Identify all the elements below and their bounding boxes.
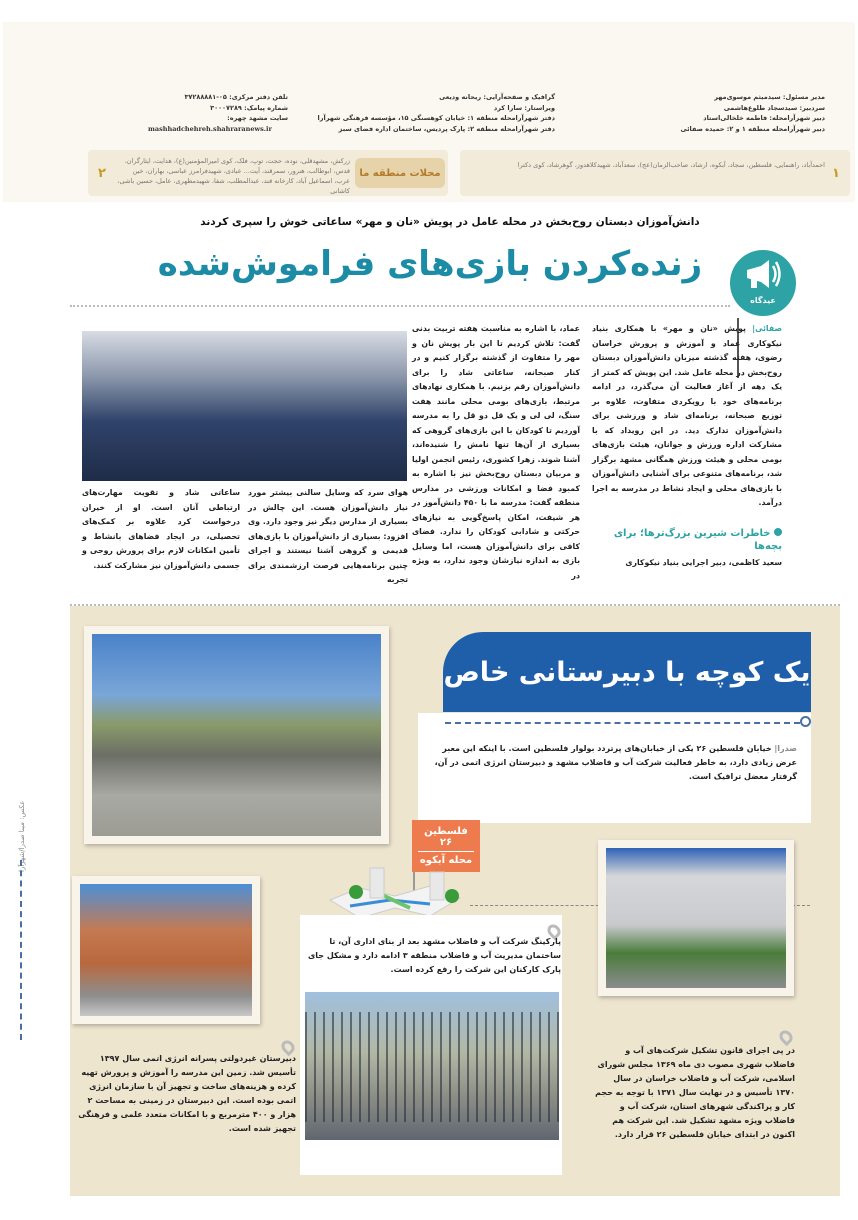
byline: صدرا (777, 744, 797, 753)
phone-line: تلفن دفتر مرکزی: ۰۵-۳۷۲۸۸۸۸۱ (184, 93, 288, 101)
article1-kicker: دانش‌آموزان دبستان روح‌بخش در محله عامل در پویش «نان و مهر» ساعاتی خوش را سپری کردند (200, 216, 700, 228)
masthead-staff (585, 92, 825, 134)
school-photo-frame (72, 876, 260, 1024)
article2-title: یک کوچه با دبیرستانی خاص (443, 632, 811, 712)
badge-label: عیدگاه (750, 296, 776, 305)
company-building-photo (606, 848, 786, 988)
parking-photo (305, 992, 559, 1140)
fence (305, 1012, 559, 1122)
staff-line: سردبیر: سیدسجاد طلوع‌هاشمی (723, 103, 825, 112)
students-photo (82, 331, 407, 481)
article1-column-4: ساعاتی شاد و تقویت مهارت‌های ارتباطی آنان است. او از خیران درخواست کرد علاوه بر کمک‌های تحصیلی، در ایجاد فضاهای بانشاط و تأمین امکانات لازم برای پرورش روحی و جسمی دانش‌آموزان نیز مشارکت کنند. (82, 488, 240, 570)
neighborhoods-ribbon: محلات منطقه ما (355, 158, 445, 188)
line-node-icon (800, 716, 811, 727)
divider (70, 305, 730, 307)
district1-band (460, 150, 850, 196)
site-label: سایت مشهد چهره: (227, 114, 288, 122)
megaphone-icon (743, 258, 783, 292)
masthead-contact (148, 92, 288, 134)
office-line: دفتر شهرآرامحله منطقه ۱: خیابان کوهسنگی ۱۵، مؤسسه فرهنگی شهرآرا (317, 114, 555, 122)
staff-line: دبیر شهرآرامحله منطقه ۱ و ۲: حمیده صفائی (680, 124, 825, 133)
company-photo-frame (598, 840, 794, 996)
dashed-line (20, 860, 22, 1040)
street-photo-frame (84, 626, 389, 844)
article1-column-3: هوای سرد که وسایل سالنی بیشتر مورد نیاز دانش‌آموزان هست. این چالش در بسیاری از مدارس دیگر نیز وجود دارد. وی افزود: بسیاری از دانش‌آموزان با بازی‌های قدیمی و گروهی آشنا نیستند و اجرای چنین برنامه‌هایی فرصت ارزشمندی برای تجربه (248, 488, 408, 584)
subhead-text: خاطرات شیرین بزرگ‌ترها؛ برای بچه‌ها (613, 528, 782, 552)
office-line: دفتر شهرآرامحله منطقه ۲: پارک پردیس، ساختمان اداره فضای سبز (338, 124, 555, 133)
school-photo (80, 884, 252, 1016)
map-icon (320, 860, 470, 920)
intro-text: خیابان فلسطین ۲۶ یکی از خیابان‌های پرتردد بولوار فلسطین است. با اینکه این معبر عرض زیادی دارد، به خاطر فعالیت شرکت آب و فاضلاب مشهد و دبیرستان انرژی اتمی در آن، گرفتار معضل ترافیک است. (434, 744, 797, 781)
street-photo (92, 634, 381, 836)
flag-street: فلسطین ۲۶ (418, 820, 474, 852)
photo-credit: عکس: مینا صدرا/شهرآرا (18, 800, 26, 872)
dashed-line (445, 722, 800, 724)
office-line: ویراستار: سارا کرد (493, 103, 555, 112)
company-caption: در پی اجرای قانون تشکیل شرکت‌های آب و فاضلاب شهری مصوب دی ماه ۱۳۶۹ مجلس شورای اسلامی، شرکت آب و فاضلاب خراسان در سال ۱۳۷۰ تأسیس و در نهایت سال ۱۳۷۱ با توجه به حجم کار و پراکندگی شهرهای استان، شرکت آب و فاضلاب ویژه مشهد تشکیل شد. این شرکت هم اکنون در ابتدای خیابان فلسطین ۲۶ قرار دارد. (595, 1046, 795, 1139)
sms-line: شماره پیامک: ۳۰۰۰۷۲۸۹ (210, 103, 288, 112)
office-line: گرافیک و صفحه‌آرایی: ریحانه ودیعی (439, 93, 555, 101)
article1-column-1-tail: سعید کاظمی، دبیر اجرایی بنیاد نیکوکاری (625, 558, 782, 567)
staff-line: مدیر مسئول: سیدمیثم موسوی‌مهر (714, 93, 825, 101)
staff-line: دبیر شهرآرامحله: فاطمه خلخالی‌استاد (703, 114, 825, 122)
section-badge (730, 250, 796, 316)
district2-list: زرکش، مشهدقلی، نوده، حجت، توپ، فلک، کوی امیرالمؤمنین(ع)، هدایت، ایثارگران، قدس، ابوطالب، هنرور، سمرقند، آیت... عبادی، شهیدفرامرز عباسی، بهاران، خین عرب، اسماعیل آباد، کارخانه قند، عبدالمطلب، شفا، شهیدمطهری، عامل، حسین باشی، کاشانی (117, 157, 350, 195)
school-caption: دبیرستان غیردولتی پسرانه انرژی اتمی سال ۱۳۹۷ تأسیس شد. زمین این مدرسه را آموزش و پرورش تهیه کرده و هزینه‌های ساخت و تجهیز آن با سازمان انرژی اتمی بوده است. این دبیرستان در زمینی به مساحت ۲ هزار و ۴۰۰ مترمربع و با امکانات متعدد علمی و فرهنگی تجهیز شده است. (78, 1054, 296, 1133)
article1-column-1: صفائی| پویش «نان و مهر» با همکاری بنیاد نیکوکاری عماد و آموزش و پرورش خراسان رضوی، هفته گذشته میزبان دانش‌آموزان دبستان روح‌بخش در محله عامل شد. این پویش که کمتر از یک دهه از آغاز فعالیت آن می‌گذرد، در ادامه برنامه‌های خود با رویکردی متفاوت، علاوه بر توزیع صبحانه، برنامه‌ای شاد و ورزشی برای دانش‌آموزان تدارک دید. در این رویداد که با مشارکت اداره ورزش و جوانان، هیئت بازی‌های بومی محلی و هیئت ورزش همگانی مشهد برگزار شد، برنامه‌های متنوعی برای آشنایی دانش‌آموزان با بازی‌های محلی و ایجاد نشاط در مدرسه به اجرا درآمد. (592, 324, 782, 507)
site-link[interactable]: mashhadchehreh.shahraranews.ir (148, 124, 272, 133)
parking-caption: پارکینگ شرکت آب و فاضلاب مشهد بعد از بنای اداری آن، تا ساختمان مدیریت آب و فاضلاب منطقه ۳ ادامه دارد و مشکل جای پارک کارکنان این شرکت را رفع کرده است. (307, 937, 561, 974)
article2-intro: صدرا| خیابان فلسطین ۲۶ یکی از خیابان‌های پرتردد بولوار فلسطین است. با اینکه این معبر عرض زیادی دارد، به خاطر فعالیت شرکت آب و فاضلاب مشهد و دبیرستان انرژی اتمی در آن، گرفتار معضل ترافیک است. (434, 744, 797, 781)
masthead-offices (300, 92, 555, 134)
byline: صفائی (755, 324, 782, 333)
district2-number: ۲ (98, 166, 106, 181)
article1-subhead (592, 527, 782, 553)
district1-list: احمدآباد، راهنمایی، فلسطین، سجاد، آبکوه، ارشاد، صاحب‌الزمان(عج)، سعدآباد، شهیدکلاهدوز، گوهرشاد، کوی دکترا (517, 161, 825, 169)
article1-title: زنده‌کردن بازی‌های فراموش‌شده (157, 244, 703, 284)
flag-neighborhood: محله آبکوه (419, 855, 473, 866)
district1-number: ۱ (832, 166, 840, 181)
column-text: پویش «نان و مهر» با همکاری بنیاد نیکوکاری عماد و آموزش و پرورش خراسان رضوی، هفته گذشته میزبان دانش‌آموزان دبستان روح‌بخش در محله عامل شد. این پویش که کمتر از یک دهه از آغاز فعالیت آن می‌گذرد، در ادامه برنامه‌های خود با رویکردی متفاوت، علاوه بر توزیع صبحانه، برنامه‌ای شاد و ورزشی برای دانش‌آموزان تدارک دید. در این رویداد که با مشارکت اداره ورزش و جوانان، هیئت بازی‌های بومی محلی و هیئت ورزش همگانی مشهد برگزار شد، برنامه‌های متنوعی برای آشنایی دانش‌آموزان با بازی‌های محلی و ایجاد نشاط در مدرسه به اجرا درآمد. (592, 324, 782, 507)
article1-column-2: عماد، با اشاره به مناسبت هفته تربیت بدنی گفت: تلاش کردیم تا این بار پویش نان و مهر را متفاوت از گذشته برگزار کنیم و در کنار صبحانه، ساعاتی شاد را برای دانش‌آموزان رقم بزنیم. با همکاری نهادهای مرتبط، بازی‌های بومی محلی مانند هفت سنگ، لی لی و یک قل دو قل را به مدرسه آوردیم تا کودکان با این بازی‌های گروهی که بسیاری از آن‌ها تنها نامش را شنیده‌اند، آشنا شوند. زهرا کشوری، رئیس انجمن اولیا و مربیان دبستان روح‌بخش نیز با اشاره به کمبود فضا و امکانات ورزشی در مدارس منطقه گفت: مدرسه ما با ۴۵۰ دانش‌آموز در هر شیفت، امکان پاسخ‌گویی به نیازهای حرکتی و شادابی کودکان را ندارد. فضای کافی برای دانش‌آموزان هست، اما وسایل بازی به اندازه نیازشان وجود ندارد، به ویژه در (412, 324, 580, 580)
bullet-icon (774, 528, 782, 536)
